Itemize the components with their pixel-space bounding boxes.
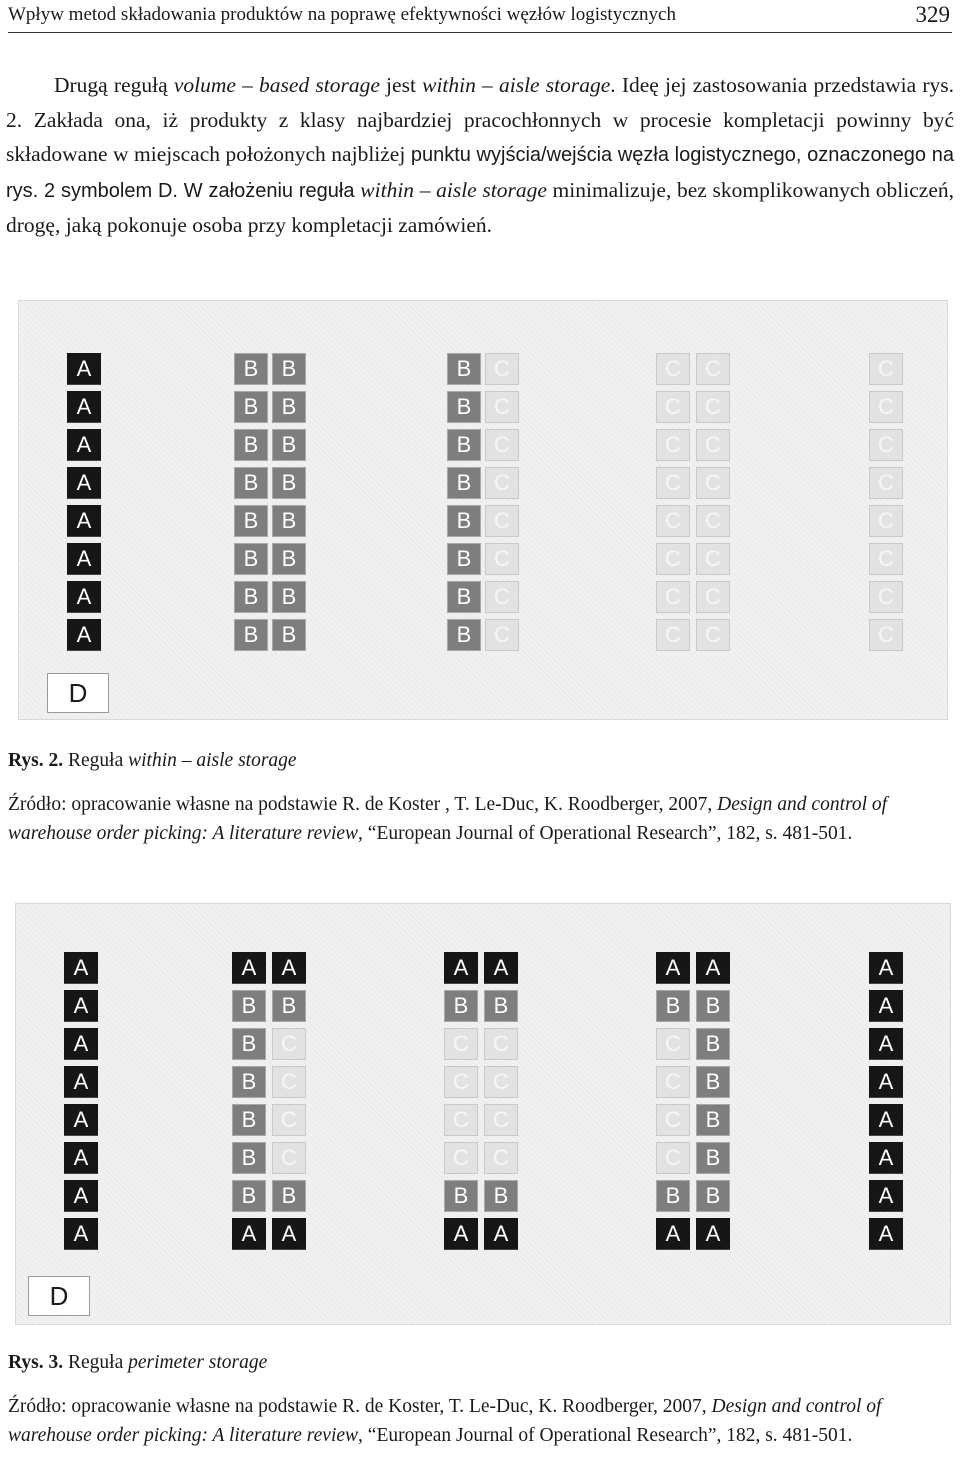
body-paragraph	[6, 68, 954, 243]
header-title: Wpływ metod składowania produktów na poprawę efektywności węzłów logistycznych	[8, 4, 676, 25]
fig2-slot-c: C	[656, 467, 690, 499]
para-text-4: punktu wyjścia/wejścia węzła logistycznego, oznaczonego na rys. 2 symbolem D. W założeniu reguła	[6, 144, 954, 202]
fig2-slot-b: B	[234, 581, 268, 613]
fig3-slot-a: A	[64, 1180, 98, 1212]
fig3-slot-a: A	[869, 1028, 903, 1060]
fig2-slot-c: C	[485, 429, 519, 461]
fig2-slot-b: B	[234, 619, 268, 651]
fig3-slot-c: C	[484, 1142, 518, 1174]
fig2-slot-a: A	[67, 353, 101, 385]
fig2-slot-b: B	[272, 505, 306, 537]
fig2-slot-a: A	[67, 467, 101, 499]
fig3-slot-a: A	[444, 952, 478, 984]
fig2-slot-c: C	[696, 467, 730, 499]
fig2-slot-b: B	[234, 391, 268, 423]
fig2-slot-c: C	[869, 467, 903, 499]
fig2-slot-c: C	[869, 391, 903, 423]
fig2-slot-b: B	[447, 353, 481, 385]
fig2-slot-c: C	[485, 543, 519, 575]
figure3-source-title: Design and control of warehouse order picking: A literature review	[8, 1396, 882, 1446]
fig3-slot-b: B	[696, 1028, 730, 1060]
fig3-slot-a: A	[272, 1218, 306, 1250]
para-term-1: volume – based storage	[173, 73, 380, 97]
figure2-source-title: Design and control of warehouse order picking: A literature review	[8, 794, 888, 844]
fig3-slot-c: C	[444, 1142, 478, 1174]
para-text-1: Drugą regułą	[54, 73, 174, 97]
fig3-slot-c: C	[444, 1066, 478, 1098]
fig2-slot-c: C	[485, 581, 519, 613]
fig3-slot-a: A	[484, 1218, 518, 1250]
fig2-slot-b: B	[447, 619, 481, 651]
fig2-slot-b: B	[234, 429, 268, 461]
figure2-caption-label: Rys. 2.	[8, 750, 64, 771]
fig2-slot-c: C	[869, 619, 903, 651]
fig2-dock-marker: D	[47, 673, 109, 713]
fig2-slot-c: C	[485, 391, 519, 423]
fig3-slot-c: C	[656, 1142, 690, 1174]
figure3-source-text2: , “European Journal of Operational Research”, 182, s. 481-501.	[358, 1425, 853, 1446]
fig2-slot-b: B	[272, 467, 306, 499]
figure3-caption-text: Reguła	[63, 1352, 129, 1373]
para-text-2: jest	[379, 73, 423, 97]
fig3-slot-c: C	[484, 1066, 518, 1098]
fig3-slot-b: B	[696, 1180, 730, 1212]
figure3-source-text1: opracowanie własne na podstawie R. de Koster, T. Le-Duc, K. Roodberger, 2007,	[66, 1396, 712, 1417]
fig2-slot-b: B	[272, 429, 306, 461]
fig2-slot-a: A	[67, 581, 101, 613]
fig3-slot-a: A	[656, 952, 690, 984]
figure-within-aisle-storage	[18, 300, 948, 720]
fig2-slot-c: C	[485, 467, 519, 499]
fig3-slot-b: B	[232, 1104, 266, 1136]
fig3-slot-c: C	[484, 1028, 518, 1060]
fig3-slot-c: C	[656, 1104, 690, 1136]
fig2-slot-c: C	[869, 353, 903, 385]
fig2-slot-c: C	[869, 581, 903, 613]
fig2-slot-b: B	[272, 619, 306, 651]
fig2-slot-b: B	[447, 581, 481, 613]
fig2-slot-c: C	[656, 391, 690, 423]
fig2-slot-b: B	[234, 543, 268, 575]
fig3-slot-b: B	[272, 1180, 306, 1212]
fig2-slot-c: C	[656, 353, 690, 385]
fig3-slot-b: B	[656, 1180, 690, 1212]
fig3-slot-a: A	[232, 1218, 266, 1250]
fig2-slot-c: C	[696, 581, 730, 613]
fig2-slot-a: A	[67, 543, 101, 575]
fig2-slot-c: C	[656, 429, 690, 461]
fig2-slot-c: C	[696, 543, 730, 575]
fig3-slot-b: B	[696, 1142, 730, 1174]
fig3-slot-a: A	[64, 1028, 98, 1060]
fig2-slot-b: B	[447, 505, 481, 537]
fig2-slot-b: B	[234, 505, 268, 537]
figure3-caption-term: perimeter storage	[128, 1352, 268, 1373]
fig3-slot-a: A	[64, 1218, 98, 1250]
fig2-slot-a: A	[67, 429, 101, 461]
fig2-slot-b: B	[272, 543, 306, 575]
figure2-source	[8, 790, 956, 848]
fig2-slot-b: B	[272, 581, 306, 613]
figure2-source-text1: opracowanie własne na podstawie R. de Koster , T. Le-Duc, K. Roodberger, 2007,	[66, 794, 718, 815]
fig2-slot-b: B	[272, 391, 306, 423]
para-text-3: . Ideę jej zastosowania przedstawia rys. 2. Zakłada ona, iż produkty z klasy najbardziej pracochłonnych w procesie kompletacji powinny być składowane w miejscach położonych najbliżej	[6, 73, 955, 166]
fig3-slot-b: B	[232, 990, 266, 1022]
fig2-slot-c: C	[696, 391, 730, 423]
fig3-slot-b: B	[232, 1028, 266, 1060]
fig3-slot-a: A	[696, 1218, 730, 1250]
fig3-slot-c: C	[656, 1066, 690, 1098]
para-term-2: within – aisle storage	[422, 73, 611, 97]
fig2-slot-c: C	[869, 429, 903, 461]
fig3-slot-a: A	[64, 1142, 98, 1174]
fig3-slot-b: B	[484, 990, 518, 1022]
fig3-slot-a: A	[232, 952, 266, 984]
fig3-slot-a: A	[656, 1218, 690, 1250]
para-text-5: minimalizuje, bez skomplikowanych obliczeń, drogę, jaką pokonuje osoba przy kompletacji zamówień.	[6, 177, 954, 237]
figure2-source-label: Źródło:	[8, 794, 67, 815]
fig2-slot-c: C	[656, 619, 690, 651]
fig3-slot-b: B	[232, 1142, 266, 1174]
fig3-slot-b: B	[444, 990, 478, 1022]
fig2-slot-c: C	[485, 619, 519, 651]
figure3-caption-label: Rys. 3.	[8, 1352, 64, 1373]
fig3-slot-b: B	[484, 1180, 518, 1212]
fig2-slot-a: A	[67, 391, 101, 423]
fig3-slot-a: A	[272, 952, 306, 984]
fig3-slot-b: B	[696, 990, 730, 1022]
page-number: 329	[915, 2, 950, 27]
figure3-caption	[8, 1352, 267, 1374]
figure3-source-label: Źródło:	[8, 1396, 67, 1417]
fig2-slot-c: C	[485, 505, 519, 537]
fig2-slot-b: B	[447, 391, 481, 423]
fig3-slot-a: A	[869, 990, 903, 1022]
fig3-slot-c: C	[656, 1028, 690, 1060]
fig3-slot-a: A	[444, 1218, 478, 1250]
fig2-slot-b: B	[272, 353, 306, 385]
fig3-slot-a: A	[869, 1142, 903, 1174]
fig3-slot-a: A	[64, 990, 98, 1022]
fig2-slot-c: C	[696, 353, 730, 385]
running-header	[8, 2, 952, 33]
figure-perimeter-storage	[15, 903, 951, 1325]
fig3-slot-a: A	[869, 1066, 903, 1098]
fig3-slot-b: B	[656, 990, 690, 1022]
fig3-slot-a: A	[64, 1066, 98, 1098]
fig3-slot-b: B	[232, 1066, 266, 1098]
fig2-slot-c: C	[656, 505, 690, 537]
fig2-slot-c: C	[696, 429, 730, 461]
fig3-slot-b: B	[696, 1066, 730, 1098]
fig2-slot-c: C	[656, 543, 690, 575]
fig2-slot-c: C	[696, 505, 730, 537]
fig3-slot-c: C	[272, 1028, 306, 1060]
fig3-slot-b: B	[696, 1104, 730, 1136]
fig3-slot-c: C	[272, 1142, 306, 1174]
fig2-slot-c: C	[869, 505, 903, 537]
figure2-caption-text: Reguła	[63, 750, 129, 771]
fig2-slot-b: B	[447, 543, 481, 575]
fig3-slot-a: A	[64, 952, 98, 984]
fig2-slot-c: C	[656, 581, 690, 613]
fig2-slot-b: B	[234, 353, 268, 385]
para-term-3: within – aisle storage	[360, 177, 547, 202]
fig3-slot-c: C	[484, 1104, 518, 1136]
fig2-slot-c: C	[696, 619, 730, 651]
fig2-slot-a: A	[67, 619, 101, 651]
fig3-slot-a: A	[869, 952, 903, 984]
fig3-slot-a: A	[484, 952, 518, 984]
fig3-slot-c: C	[444, 1028, 478, 1060]
fig3-slot-c: C	[272, 1066, 306, 1098]
fig3-dock-marker: D	[28, 1276, 90, 1316]
fig3-slot-c: C	[272, 1104, 306, 1136]
fig2-slot-b: B	[447, 429, 481, 461]
fig2-slot-b: B	[234, 467, 268, 499]
fig3-slot-a: A	[696, 952, 730, 984]
fig3-slot-a: A	[869, 1218, 903, 1250]
fig2-slot-c: C	[485, 353, 519, 385]
fig3-slot-b: B	[444, 1180, 478, 1212]
fig2-slot-a: A	[67, 505, 101, 537]
fig3-slot-a: A	[64, 1104, 98, 1136]
fig2-slot-b: B	[447, 467, 481, 499]
fig3-slot-b: B	[232, 1180, 266, 1212]
figure3-source	[8, 1392, 956, 1450]
figure2-caption-term: within – aisle storage	[128, 750, 297, 771]
figure2-caption	[8, 750, 297, 772]
fig3-slot-c: C	[444, 1104, 478, 1136]
figure2-source-text2: , “European Journal of Operational Research”, 182, s. 481-501.	[358, 823, 853, 844]
fig3-slot-a: A	[869, 1104, 903, 1136]
fig3-slot-a: A	[869, 1180, 903, 1212]
fig2-slot-c: C	[869, 543, 903, 575]
fig3-slot-b: B	[272, 990, 306, 1022]
